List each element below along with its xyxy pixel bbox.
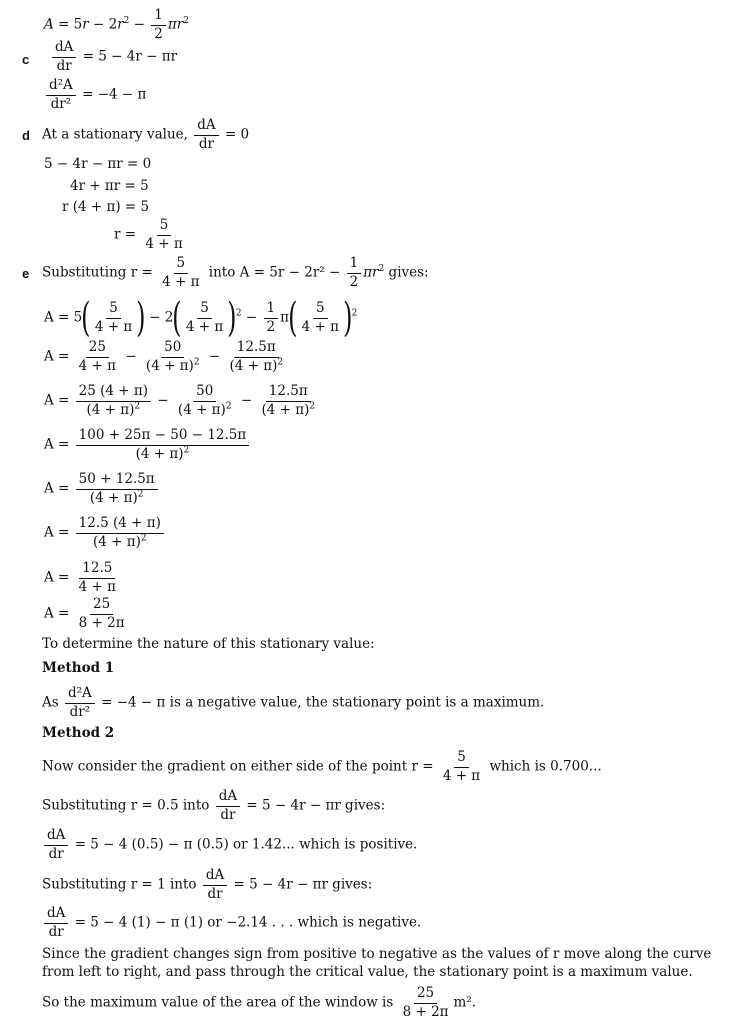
- eq-line-4: A = $\frac{100 + 25\pi - 50 - 12.5\pi}{(4 + \pi)^2}$: [44, 428, 251, 462]
- eq-line-6: A = $\frac{12.5 (4 + \pi)}{(4 + \pi)^2}$: [44, 516, 166, 550]
- part-d-label: d: [22, 128, 30, 143]
- step-3: r (4 + π) = 5: [62, 199, 150, 215]
- step-1: 5 − 4r − πr = 0: [44, 156, 152, 172]
- method-1-heading: Method 1: [42, 660, 115, 676]
- sub-one-result: $\frac{dA}{dr}$ = 5 − 4 (1) − π (1) or −2.14 . . . which is negative.: [42, 906, 421, 940]
- step-2: 4r + πr = 5: [70, 178, 149, 194]
- eq-line-1: A = 5( $\frac{5}{4 + \pi}$ ) − 2( $\frac{5}{4 + \pi}$ )$^2$ − $\frac{1}{2}$ π( $\frac{5}{4 + \pi}$ )$^2$: [44, 295, 358, 341]
- eq-line-2: A = $\frac{25}{4 + \pi}$ − $\frac{50}{(4 + \pi)^2}$ − $\frac{12.5\pi}{(4 + \pi)^2}$: [44, 339, 284, 374]
- nature-text: To determine the nature of this stationary value:: [42, 636, 375, 652]
- area-expression: $A = 5r - 2r^2$ − $\frac{1}{2}$ $\pi r^2$: [44, 7, 189, 42]
- eq-line-5: A = $\frac{50 + 12.5\pi}{(4 + \pi)^2}$: [44, 472, 160, 506]
- part-e-label: e: [22, 266, 30, 281]
- method-1-text: As $\frac{\text{d²A}}{\text{dr²}}$ = −4 − π is a negative value, the stationary point is a maximum.: [42, 685, 545, 720]
- eq-line-7: A = $\frac{12.5}{4 + \pi}$: [44, 560, 117, 595]
- method-2-text: Now consider the gradient on either side of the point r = $\frac{5}{4 + \pi}$ which is 0.700...: [42, 749, 602, 784]
- sub-half-result: $\frac{dA}{dr}$ = 5 − 4 (0.5) − π (0.5) or 1.42... which is positive.: [42, 828, 417, 862]
- first-derivative: $\frac{dA}{dr}$ = 5 − 4r − πr: [50, 40, 177, 74]
- conclusion-paragraph: Since the gradient changes sign from positive to negative as the values of r move along the curve from left to right, and pass through the critical value, the stationary point is a maximum value.: [42, 946, 712, 980]
- eq-line-3: A = $\frac{25 (4 + \pi)}{(4 + \pi)^2}$ − $\frac{50}{(4 + \pi)^2}$ − $\frac{12.5\pi}{(4 + \pi)^2}$: [44, 383, 316, 418]
- stationary-condition: At a stationary value, $\frac{dA}{dr}$ = 0: [42, 117, 250, 152]
- sub-half-text: Substituting r = 0.5 into $\frac{dA}{dr}$ = 5 − 4r − πr gives:: [42, 788, 386, 823]
- method-2-heading: Method 2: [42, 725, 115, 741]
- substitution-intro: Substituting r = $\frac{5}{4 + \pi}$ into A = 5r − 2r² − $\frac{1}{2}$ $\pi r^2$ gives:: [42, 255, 429, 290]
- eq-line-8: A = $\frac{25}{8 + 2\pi}$: [44, 596, 125, 631]
- part-c-label: c: [22, 52, 30, 67]
- final-answer: So the maximum value of the area of the window is $\frac{25}{8 + 2\pi}$ m².: [42, 985, 477, 1020]
- sub-one-text: Substituting r = 1 into $\frac{dA}{dr}$ = 5 − 4r − πr gives:: [42, 867, 373, 902]
- step-4: r = $\frac{5}{4 + \pi}$: [114, 217, 183, 252]
- second-derivative: $\frac{\text{d²A}}{\text{dr²}}$ = −4 − π: [44, 78, 146, 112]
